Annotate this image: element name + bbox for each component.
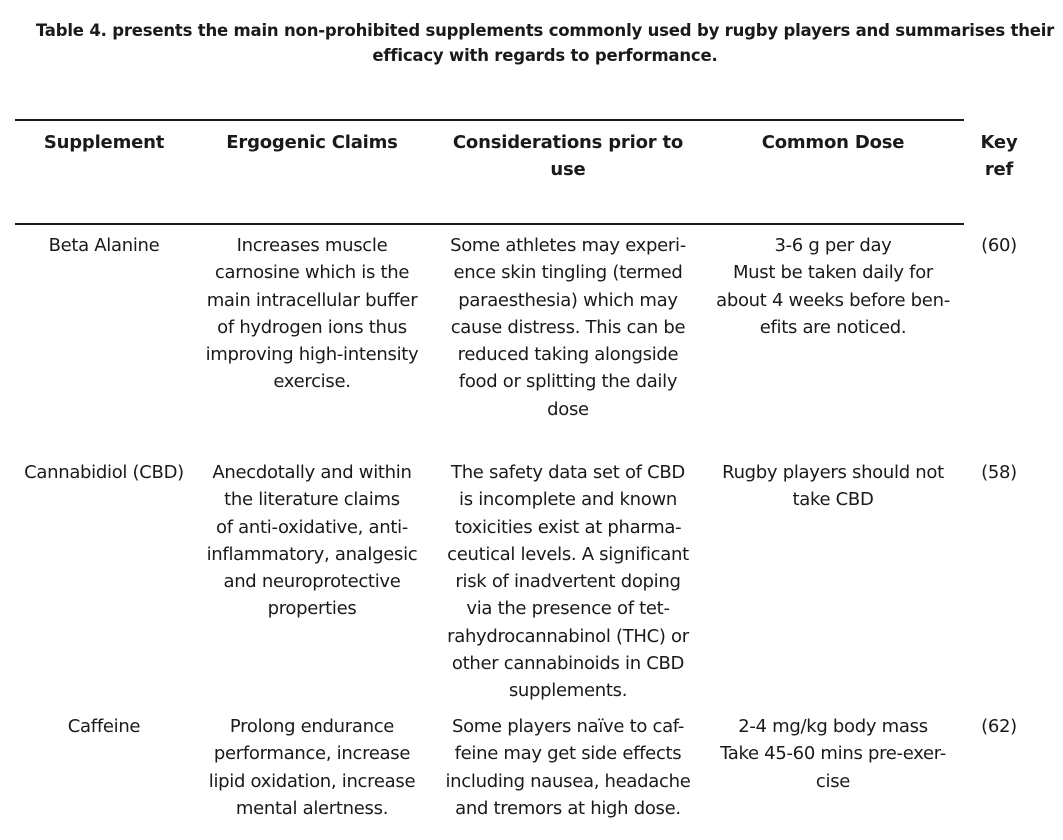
cell-ref: (60) — [981, 235, 1017, 256]
table-top-rule — [15, 119, 964, 121]
header-supplement: Supplement — [43, 132, 165, 153]
header-ergogenic-claims: Ergogenic Claims — [226, 132, 398, 153]
header-common-dose: Common Dose — [761, 132, 905, 153]
cell-considerations: Some players naïve to caf- feine may get side effects including nausea, headache and tremors at high dose. — [445, 716, 691, 819]
cell-dose: 2-4 mg/kg body mass Take 45-60 mins pre-exer- cise — [720, 716, 946, 792]
cell-claims: Anecdotally and within the literature claims of anti-oxidative, anti- inflammatory, analgesic and neuroprotective properties — [206, 462, 418, 620]
cell-dose: 3-6 g per day Must be taken daily for about 4 weeks before ben- efits are noticed. — [716, 235, 950, 338]
cell-ref: (58) — [981, 462, 1017, 483]
cell-supplement: Cannabidiol (CBD) — [24, 462, 184, 483]
header-considerations: Considerations prior to use — [452, 132, 684, 180]
cell-claims: Increases muscle carnosine which is the main intracellular buffer of hydrogen ions thus improving high-intensity exercise. — [205, 235, 419, 393]
header-key-ref: Key ref — [980, 132, 1018, 180]
cell-ref: (62) — [981, 716, 1017, 737]
cell-dose: Rugby players should not take CBD — [722, 462, 944, 511]
table-header-rule — [15, 223, 964, 225]
cell-supplement: Caffeine — [67, 716, 141, 737]
cell-claims: Prolong endurance performance, increase lipid oxidation, increase mental alertness. — [208, 716, 416, 819]
cell-considerations: Some athletes may experi- ence skin tingling (termed paraesthesia) which may cause distress. This can be reduced taking alongside food or splitting the daily dose — [450, 235, 686, 420]
table-caption — [30, 18, 1060, 68]
table-caption-text: . presents the main non-prohibited supplements commonly used by rugby players and summarises their efficacy with regards to performance. — [100, 21, 1055, 65]
cell-supplement: Beta Alanine — [48, 235, 160, 256]
table-caption-label: Table 4 — [35, 21, 101, 40]
cell-considerations: The safety data set of CBD is incomplete and known toxicities exist at pharma- ceutical levels. A significant risk of inadvertent doping via the presence of tet- rahydrocannabinol (THC) or other cannabinoids in CBD supplements. — [447, 462, 689, 702]
